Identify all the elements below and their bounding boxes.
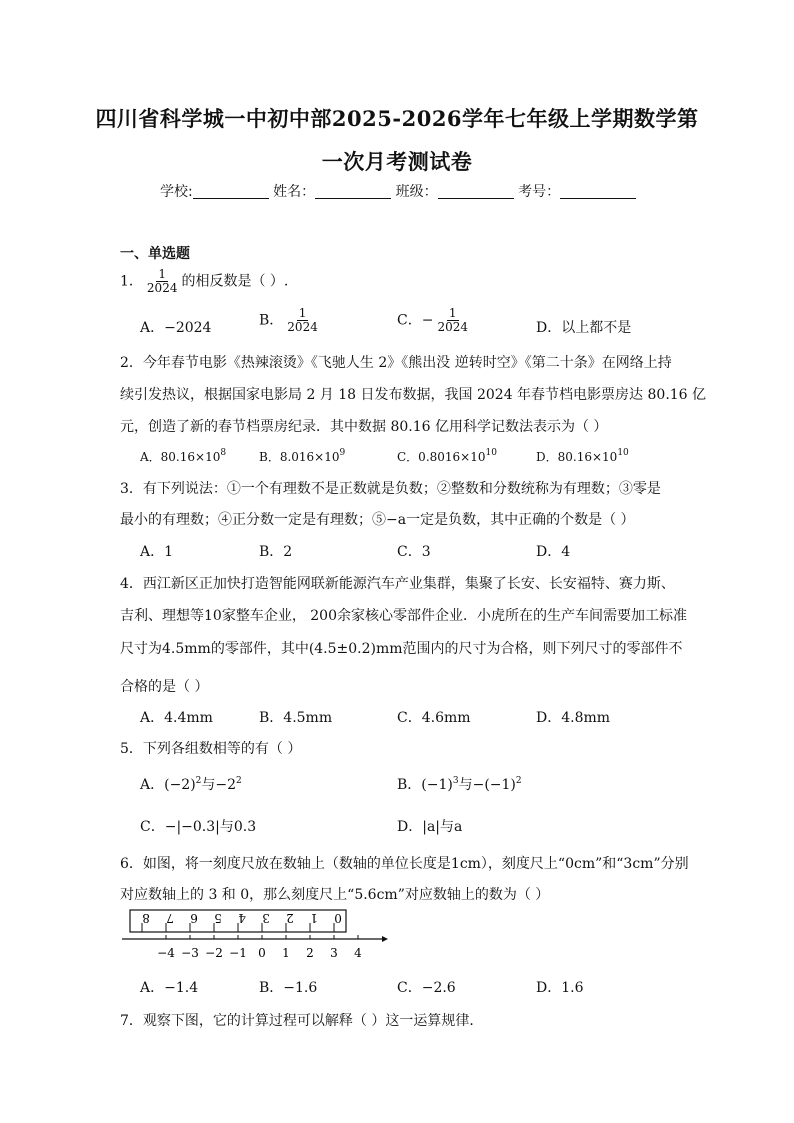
school-label: 学校: (160, 184, 193, 200)
q6-option-a[interactable]: A．−1.4 (140, 980, 199, 996)
class-blank[interactable] (438, 184, 514, 199)
q6-option-d[interactable]: D．1.6 (536, 980, 584, 996)
q4-option-b[interactable]: B．4.5mm (259, 710, 333, 726)
axis-label: 1 (282, 946, 290, 960)
number-blank[interactable] (560, 184, 636, 199)
exam-title-line2: 一次月考测试卷 (321, 149, 473, 174)
q2-line3: 元，创造了新的春节档票房纪录．其中数据 80.16 亿用科学记数法表示为（ ） (120, 419, 608, 435)
ruler-label: 8 (142, 911, 150, 925)
ruler-label: 7 (166, 911, 174, 925)
q2-line2: 续引发热议，根据国家电影局 2 月 18 日发布数据，我国 2024 年春节档电影票房达 80.16 亿 (120, 387, 707, 403)
ruler-label: 1 (310, 911, 318, 925)
q5-stem: 5．下列各组数相等的有（ ） (120, 741, 302, 757)
q5-option-b[interactable]: B．$(-1)^3$与$-(-1)^2$ (397, 776, 522, 793)
q4-option-d[interactable]: D．4.8mm (536, 710, 611, 726)
q5-option-c[interactable]: C．−|−0.3|与0.3 (140, 819, 257, 835)
q2-option-a[interactable]: A．$80.16\times 10^8$ (140, 448, 227, 464)
q4-line3: 尺寸为4.5mm的零部件，其中(4.5±0.2)mm范围内的尺寸为合格，则下列尺寸的零部件不 (120, 641, 683, 657)
ruler-label: 2 (286, 911, 294, 925)
q4-line4: 合格的是（ ） (120, 679, 209, 695)
q5-option-d[interactable]: D．|a|与a (397, 819, 463, 835)
class-label: 班级： (395, 184, 438, 200)
q7-stem: 7．观察下图，它的计算过程可以解释（ ）这一运算规律． (120, 1013, 484, 1029)
q1-fraction: $\frac{1}{2024}$ (146, 267, 178, 295)
axis-label: 2 (306, 946, 314, 960)
school-blank[interactable] (193, 184, 269, 199)
q3-line1: 3．有下列说法：①一个有理数不是正数就是负数；②整数和分数统称为有理数；③零是 (120, 481, 661, 497)
q3-line2: 最小的有理数；④正分数一定是有理数；⑤−a一定是负数，其中正确的个数是（ ） (120, 512, 635, 528)
q5-option-a[interactable]: A．$(-2)^2$与$-2^2$ (140, 776, 242, 793)
q1-option-a[interactable]: A．−2024 (140, 320, 212, 336)
exam-title-line1: 四川省科学城一中初中部2025-2026学年七年级上学期数学第 (95, 106, 699, 131)
number-line-arrow (382, 936, 388, 942)
ruler-label: 6 (190, 911, 198, 925)
q6-option-b[interactable]: B．−1.6 (259, 980, 318, 996)
q4-line2: 吉利、理想等10家整车企业， 200余家核心零部件企业．小虎所在的生产车间需要加工标准 (120, 608, 687, 624)
ruler-label: 3 (262, 911, 270, 925)
section-heading: 一、单选题 (120, 246, 190, 262)
q6-option-c[interactable]: C．−2.6 (397, 980, 456, 996)
q3-option-b[interactable]: B．2 (259, 544, 293, 560)
name-label: 姓名： (273, 184, 316, 200)
student-info-row (160, 181, 640, 201)
q1-text: 的相反数是（ ）. (181, 273, 289, 290)
q6-line1: 6．如图，将一刻度尺放在数轴上（数轴的单位长度是1cm），刻度尺上“0cm”和“3cm”分别 (120, 856, 689, 872)
q4-option-c[interactable]: C．4.6mm (397, 710, 471, 726)
ruler-label: 4 (238, 911, 246, 925)
q1-option-c[interactable]: C．− $\frac{1}{2024}$ (397, 306, 468, 334)
ruler-label: 0 (334, 911, 342, 925)
q3-option-d[interactable]: D．4 (536, 544, 571, 560)
q1-stem (120, 268, 288, 295)
axis-label: −2 (205, 946, 223, 960)
q2-option-c[interactable]: C．$0.8016\times 10^{10}$ (397, 448, 497, 464)
q1-option-b[interactable]: B． $\frac{1}{2024}$ (259, 306, 318, 334)
q4-line1: 4．西江新区正加快打造智能网联新能源汽车产业集群，集聚了长安、长安福特、赛力斯、 (120, 576, 675, 592)
q1-number: 1． (120, 273, 143, 290)
q2-option-d[interactable]: D．$80.16\times 10^{10}$ (536, 448, 629, 464)
ruler-number-line-figure (120, 909, 390, 967)
axis-label: −4 (157, 946, 175, 960)
axis-label: 0 (258, 946, 266, 960)
q3-option-a[interactable]: A．1 (140, 544, 174, 560)
q4-option-a[interactable]: A．4.4mm (140, 710, 213, 726)
ruler-label: 5 (214, 911, 222, 925)
q1-option-d[interactable]: D．以上都不是 (536, 320, 632, 336)
number-label: 考号： (518, 184, 561, 200)
q3-option-c[interactable]: C．3 (397, 544, 431, 560)
axis-label: −3 (181, 946, 199, 960)
axis-label: −1 (229, 946, 247, 960)
q6-line2: 对应数轴上的 3 和 0，那么刻度尺上“5.6cm”对应数轴上的数为（ ） (120, 887, 550, 903)
q2-option-b[interactable]: B．$8.016\times 10^9$ (259, 448, 346, 464)
axis-label: 4 (354, 946, 362, 960)
axis-label: 3 (330, 946, 338, 960)
name-blank[interactable] (315, 184, 391, 199)
q2-line1: 2．今年春节电影《热辣滚烫》《飞驰人生 2》《熊出没 逆转时空》《第二十条》在网络上持 (120, 355, 672, 371)
